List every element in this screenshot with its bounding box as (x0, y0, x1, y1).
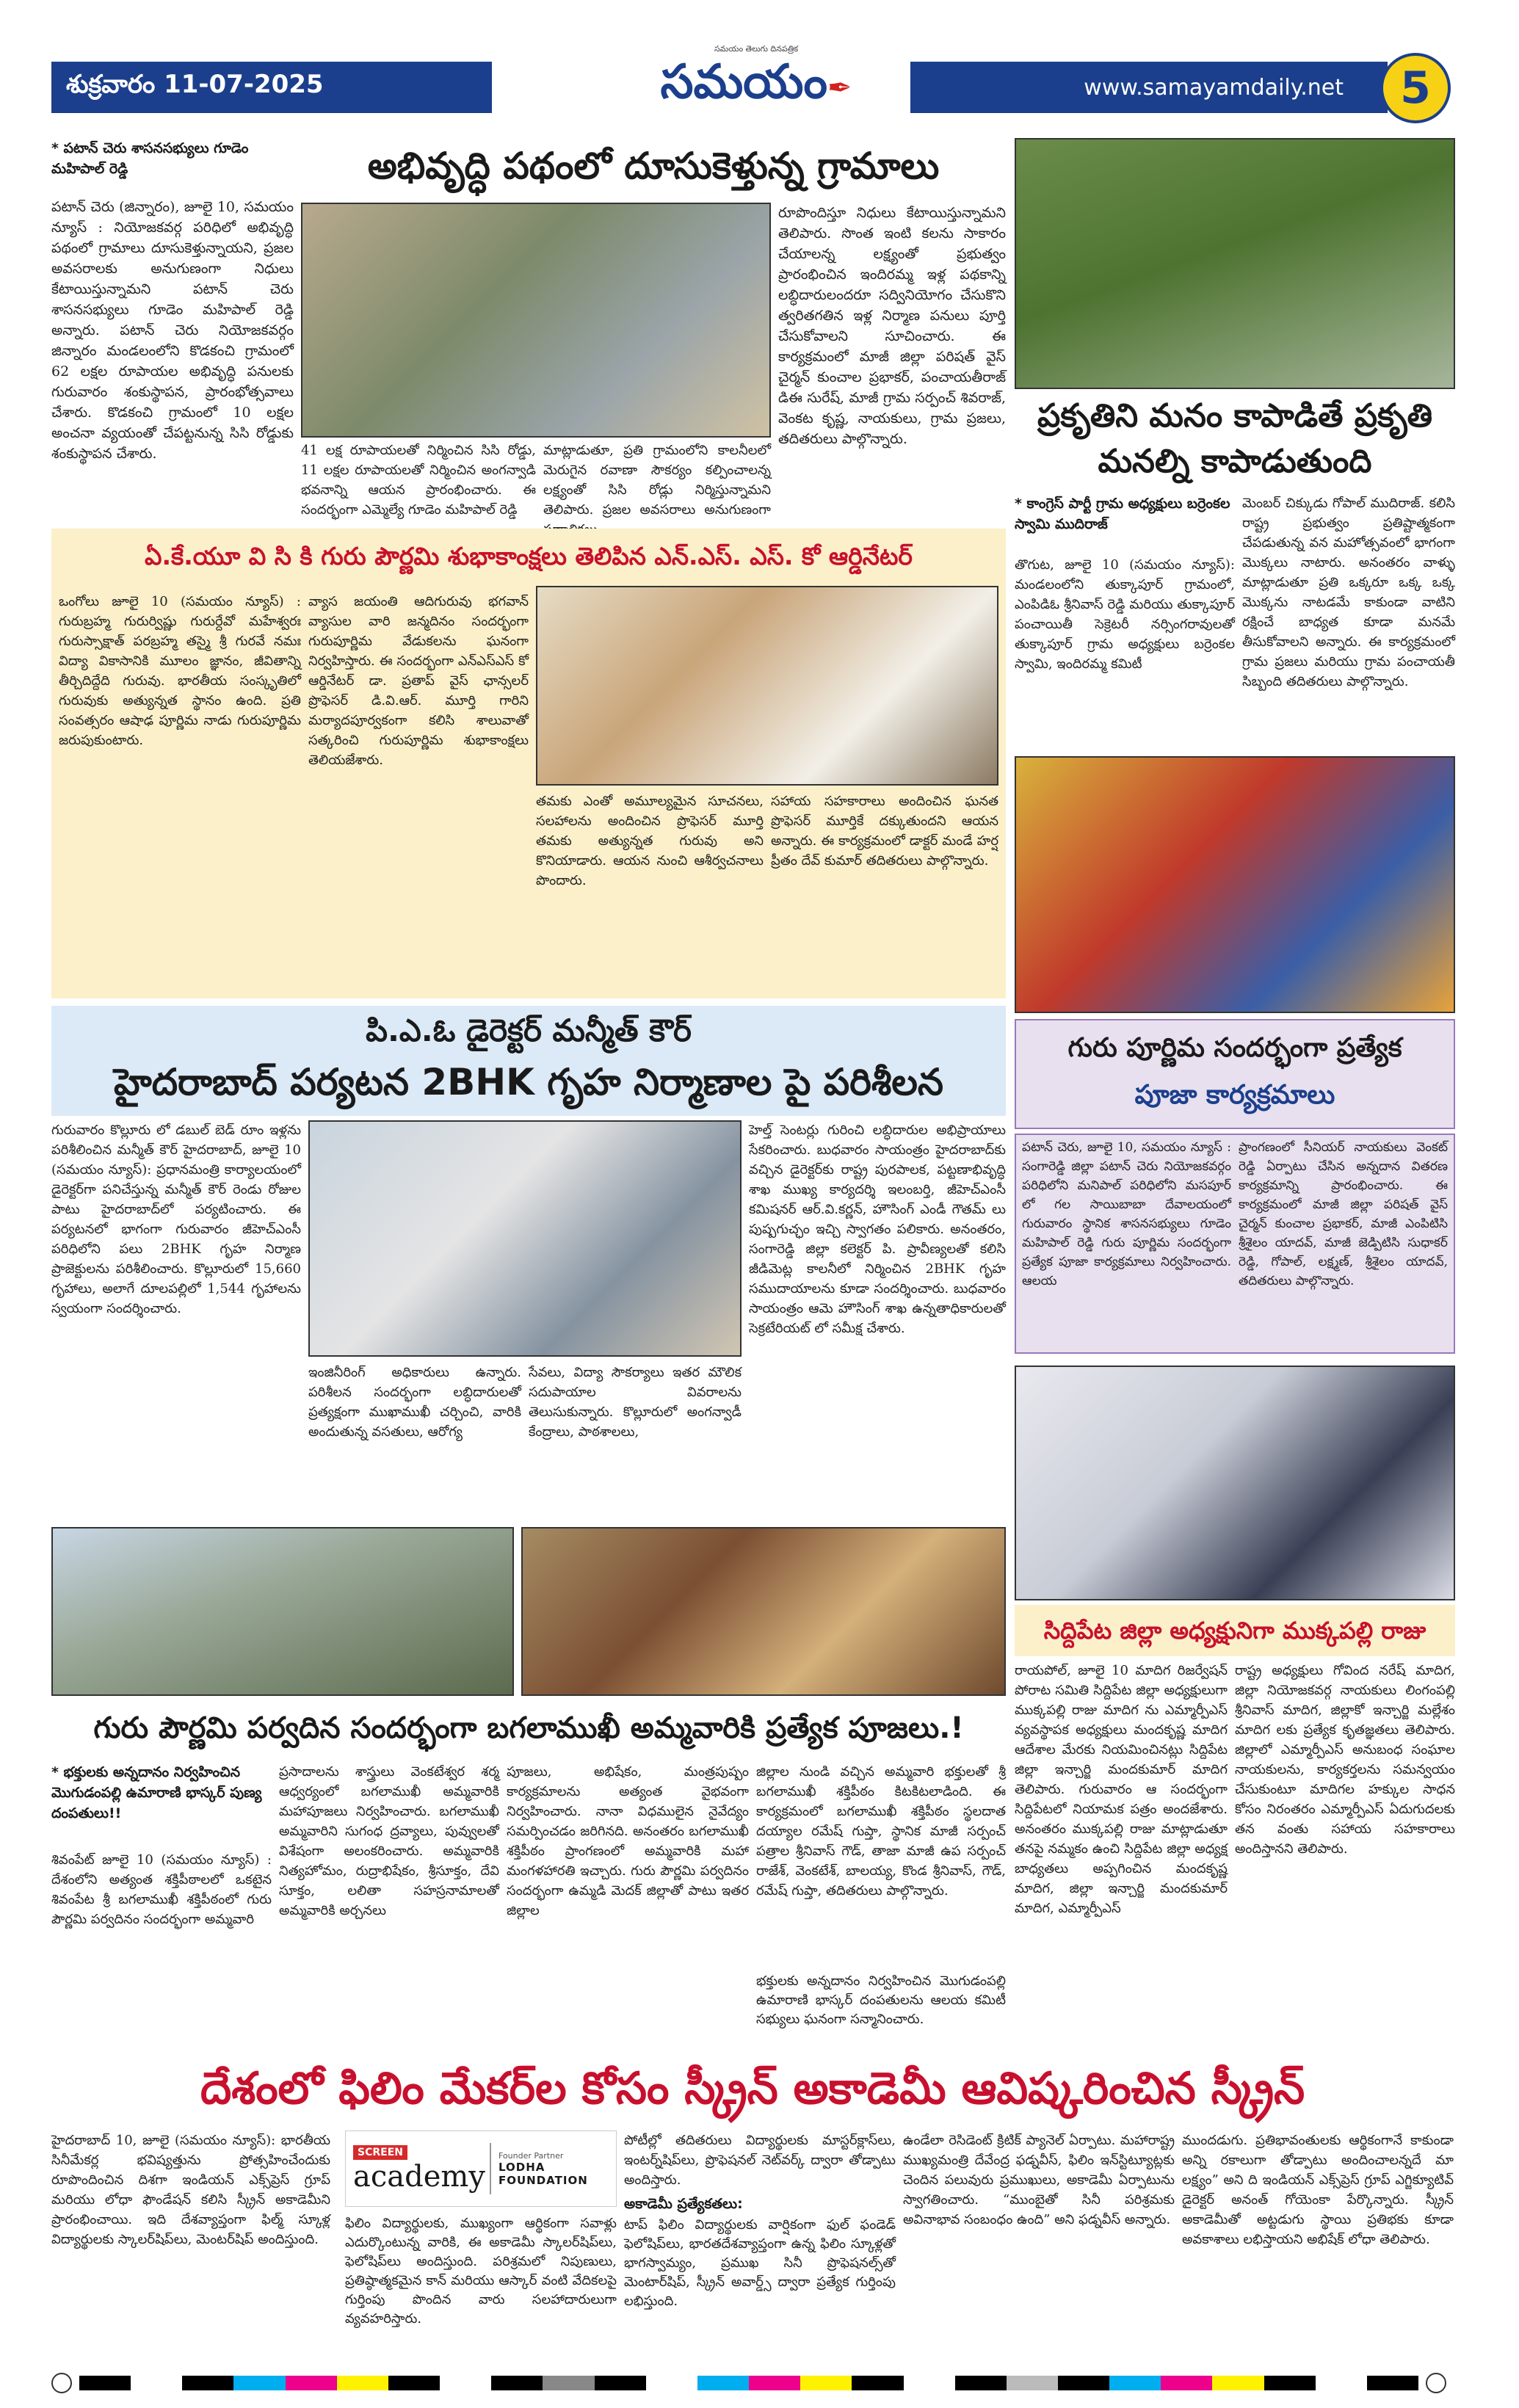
story8-body-c3-subhead: అకాడెమీ ప్రత్యేకతలు: (624, 2196, 743, 2212)
story7-headline: గురు పౌర్ణమి పర్వదిన సందర్భంగా బగలాముఖీ అమ్మవారికి ప్రత్యేక పూజలు.! (93, 1711, 964, 1745)
logo-academy-wordmark: academy (353, 2159, 485, 2194)
story4-body-left: గురువారం కొల్లూరు లో డబుల్ బెడ్ రూం ఇళ్లను పరిశీలించిన మన్మీత్ కౌర్ హైదరాబాద్, జూలై 10 (సమయం న్యూస్): ప్రధానమంత్రి కార్యాలయంలో డైరెక్టర్‌గా పనిచేస్తున్న మన్మీత్ కౌర్ రెండు రోజుల పాటు హైదరాబాద్‌లో పర్యటించారు. ఈ పర్యటనలో భాగంగా గురువారం జీహెచ్ఎంసీ పరిధిలోని పలు 2BHK గృహ నిర్మాణ ప్రాజెక్టులను పరిశీలించారు. కొల్లూరులో 15,660 గృహాలు, అలాగే దూలపల్లిలో 1,544 గృహాలను స్వయంగా సందర్శించారు. (51, 1123, 301, 1316)
story3-body-bottom1: తమకు ఎంతో అమూల్యమైన సూచనలు, సలహాలను అందించిన ప్రొఫెసర్ మూర్తి తమకు అత్యున్నత గురువు అని కొనియాడారు. ఆయన నుంచి ఆశీర్వచనాలు పొందారు. (536, 794, 764, 888)
story8-body-c3: టాప్ ఫిలిం విద్యార్థులకు వార్షికంగా ఫుల్ ఫండెడ్ ఫెలోషిప్‌లు, భారతదేశవ్యాప్తంగా ఉన్న ఫిలిం స్కూళ్లతో భాగస్వామ్యం, ప్రముఖ సినీ ప్రొఫెషనల్స్‌తో మెంటార్‌షిప్, స్క్రీన్ అవార్డ్స్ ద్వారా ప్రత్యేక గుర్తింపు లభిస్తుంది. (624, 2217, 896, 2309)
story4-body-mid: ఇంజినీరింగ్ అధికారులు ఉన్నారు. పరిశీలన సందర్భంగా లబ్ధిదారులతో ప్రత్యక్షంగా ముఖాముఖీ చర్చించి, వారికి అందుతున్న వసతులు, ఆరోగ్య (308, 1365, 521, 1440)
logo-wordmark: సమయం (660, 55, 827, 109)
story5-subhead: పూజా కార్యక్రమాలు (1134, 1080, 1335, 1110)
story6-body-left: రాయపోల్, జూలై 10 మాదిగ రిజర్వేషన్ పోరాట సమితి సిద్దిపేట జిల్లా అధ్యక్షులుగా ముక్కపల్లి రాజు మాదిగ ను ఎమ్మార్పీఎస్ వ్యవస్థాపక అధ్యక్షులు మందకృష్ణ మాదిగ ఆదేశాల మేరకు నియమించినట్లు సిద్దిపేట జిల్లా ఇన్చార్జి మందకుమార్ మాదిగ తెలిపారు. గురువారం ఆ సందర్భంగా సిద్దిపేటలో నియామక పత్రం అందజేశారు. అనంతరం ముక్కపల్లి రాజు మాట్లాడుతూ తనపై నమ్మకం ఉంచి సిద్దిపేట జిల్లా అధ్యక్ష బాధ్యతలు అప్పగించిన మందకృష్ణ మాదిగ, జిల్లా ఇన్చార్జి మందకుమార్ మాదిగ, ఎమ్మార్పీఎస్ (1015, 1663, 1228, 1916)
logo-lodha-foundation: LODHA FOUNDATION (499, 2160, 588, 2187)
story2-body-right: మెంబర్ చిక్కుడు గోపాల్ ముదిరాజ్. కలిసి రాష్ట్ర ప్రభుత్వం ప్రతిష్టాత్మకంగా చేపడుతున్న వన మహోత్సవంలో భాగంగా మొక్కలు నాటారు. అనంతరం వాళ్ళు మాట్లాడుతూ ప్రతి ఒక్కరూ ఒక్క ఒక్క మొక్కను నాటడమే కాకుండా వాటిని రక్షించే బాధ్యత కూడా మనమే తీసుకోవాలని అన్నారు. ఈ కార్యక్రమంలో గ్రామ ప్రజలు మరియు గ్రామ పంచాయతీ సిబ్బంది తదితరులు పాల్గొన్నారు. (1242, 496, 1455, 689)
pen-nib-icon: ✒ (827, 71, 852, 105)
story4-photo-model-inspection (308, 1120, 742, 1357)
logo-tagline: సమయం తెలుగు దినపత్రిక (714, 44, 799, 54)
story7-body-c3: పూజలు, అభిషేకం, మంత్రపుష్పం కార్యక్రమాలను అత్యంత వైభవంగా నిర్వహించారు. నానా విధములైన నైవేద్యం సమర్పించడం జరిగినది. అనంతరం బగలాముఖీ శక్తిపీఠం ప్రాంగణంలో అమ్మవారికి మహా మంగళహారతి ఇచ్చారు. గురు పౌర్ణమి పర్వదినం సందర్భంగా ఉమ్మడి మెదక్ జిల్లాతో పాటు ఇతర జిల్లాల (507, 1764, 749, 1918)
color-calibration-bar (79, 2376, 1418, 2390)
logo-screen-tag: SCREEN (353, 2145, 407, 2160)
story8-body-c4: ఉండేలా రెసిడెంట్ క్రిటిక్ ప్యానెల్ ఏర్పాటు. మహారాష్ట్ర ముఖ్యమంత్రి దేవేంద్ర ఫడ్నవీస్, ఫిలిం ఇన్‌స్టిట్యూట్లకు చెందిన పలువురు ప్రముఖులు, అకాడెమీ ఏర్పాటును స్వాగతించారు. “ముంబైతో సినీ పరిశ్రమకు అవినాభావ సంబంధం ఉంది” అని ఫడ్నవీస్ అన్నారు. (903, 2133, 1175, 2227)
story1-body-right: రూపొందిస్తూ నిధులు కేటాయిస్తున్నామని తెలిపారు. సొంత ఇంటి కలను సాకారం చేయాలన్న లక్ష్యంతో ప్రభుత్వం ప్రారంభించిన ఇందిరమ్మ ఇళ్ల పథకాన్ని లబ్ధిదారులందరూ సద్వినియోగం చేసుకొని త్వరితగతిన ఇళ్ల నిర్మాణ పనులు పూర్తి చేసుకోవాలని సూచించారు. ఈ కార్యక్రమంలో మాజీ జిల్లా పరిషత్ వైస్ చైర్మన్ కుంచాల ప్రభాకర్, పంచాయతీరాజ్ డిఈ సురేష్, మాజీ గ్రామ సర్పంచ్ శివరాజ్, వెంకట కృష్ణ, నాయకులు, గ్రామ ప్రజలు, తదితరులు పాల్గొన్నారు. (778, 205, 1006, 447)
story6-photo-appointment (1015, 1366, 1455, 1600)
newspaper-logo (631, 44, 881, 125)
story2-headline-box (1015, 394, 1455, 489)
story4-body-mid2: సేవలు, విద్యా సౌకర్యాలు ఇతర మౌలిక సదుపాయాల వివరాలను తెలుసుకున్నారు. కొల్లూరులో అంగన్వాడీ కేంద్రాలు, పాఠశాలలు, (529, 1365, 742, 1440)
story3-body-mid: వ్యాస జయంతి ఆదిగురువు భగవాన్ వ్యాసుల వారి జన్మదినం సందర్భంగా గురుపూర్ణిమ వేడుకలను ఘనంగా నిర్వహిస్తారు. ఈ సందర్భంగా ఎన్ఎస్ఎస్ కో ఆర్డినేటర్ డా. ప్రతాప్ వైస్ ఛాన్సలర్ ప్రొఫెసర్ డి.వి.ఆర్. మూర్తి గారిని మర్యాదపూర్వకంగా కలిసి శాలువాతో సత్కరించి గురుపూర్ణిమ శుభాకాంక్షలు తెలియజేశారు. (308, 594, 529, 768)
screen-academy-logo (345, 2130, 617, 2207)
story4-headline-line1: పి.ఎ.ఓ డైరెక్టర్ మన్మీత్ కౌర్ (366, 1012, 692, 1048)
story8-headline: దేశంలో ఫిలిం మేకర్‌ల కోసం స్క్రీన్ అకాడెమీ ఆవిష్కరించిన స్క్రీన్ (200, 2063, 1305, 2114)
story5-photo-temple (1015, 756, 1455, 1013)
logo-partner-label: Founder Partner (499, 2150, 564, 2161)
registration-mark-icon (51, 2373, 72, 2393)
story1-byline: * పటాన్ చెరు శాసనసభ్యులు గూడెం మహిపాల్ రెడ్డి (51, 140, 249, 177)
story7-body-c5: భక్తులకు అన్నదానం నిర్వహించిన మొగుడంపల్లి ఉమారాణి భాస్కర్ దంపతులను ఆలయ కమిటీ సభ్యులు ఘనంగా సన్మానించారు. (756, 1973, 1006, 2027)
story3-body-left: ఒంగోలు జూలై 10 (సమయం న్యూస్) : గురుబ్రహ్మ గురుర్విష్ణు గురుర్దేవో మహేశ్వరః గురుస్సాక్షాత్ పరబ్రహ్మ తస్మై శ్రీ గురవే నమః విద్యా వికాసానికి మూలం జ్ఞానం, జీవితాన్ని తీర్చిదిద్దేది గురువు. భారతీయ సంస్కృతిలో గురువుకు అత్యున్నత స్థానం ఉంది. ప్రతి సంవత్సరం ఆషాఢ పూర్ణిమ నాడు గురుపూర్ణిమ జరుపుకుంటారు. (59, 594, 301, 748)
story2-body-left: తొగుట, జూలై 10 (సమయం న్యూస్): మండలంలోని తుక్కాపూర్ గ్రామంలో, ఎంపిడిఓ శ్రీనివాస్ రెడ్డి మరియు తుక్కాపూర్ పంచాయితీ సెక్రెటరీ నర్సింగరావులతో తుక్కాపూర్ గ్రామ అధ్యక్షులు బర్రెంకల స్వామి, ఇందిరమ్మ కమిటీ (1015, 557, 1235, 672)
story7-body-left: శివంపేట్ జూలై 10 (సమయం న్యూస్) : దేశంలోని అత్యంత శక్తిపీఠాలలో ఒకటైన శివంపేట శ్రీ బగలాముఖీ శక్తిపీఠంలో గురు పౌర్ణమి పర్వదినం సందర్భంగా అమ్మవారి (51, 1852, 272, 1927)
story3-headline: ఏ.కే.యూ వి సి కి గురు పౌర్ణమి శుభాకాంక్షలు తెలిపిన ఎన్.ఎస్. ఎస్. కో ఆర్డినేటర్ (145, 542, 913, 570)
story8-body-c3-top: పోటీల్లో తదితరులు విద్యార్థులకు మాస్టర్‌క్లాస్‌లు, ఇంటర్న్‌షిప్‌లు, ప్రొఫెషనల్ నెట్‌వర్క్ ద్వారా తోడ్పాటు అందిస్తారు. (624, 2133, 896, 2188)
story1-body-mid1: 41 లక్ష రూపాయలతో నిర్మించిన సిసి రోడ్డు, 11 లక్షల రూపాయలతో నిర్మించిన అంగన్వాడి భవనాన్ని ఆయన ప్రారంభించారు. ఈ సందర్భంగా ఎమ్మెల్యే గూడెం మహిపాల్ రెడ్డి (301, 443, 536, 518)
story2-headline-line2: మనల్ని కాపాడుతుంది (1098, 443, 1372, 480)
story8-body-c1: హైదరాబాద్ 10, జూలై (సమయం న్యూస్): భారతీయ సినీమేకర్ల భవిష్యత్తును ప్రోత్సహించేందుకు రూపొందించిన దిశగా ఇండియన్ ఎక్స్‌ప్రెస్ గ్రూప్ మరియు లోధా ఫౌండేషన్ కలిసి స్క్రీన్ అకాడెమీని ప్రారంభించాయి. ఇది దేశవ్యాప్తంగా ఫిల్మ్ స్కూళ్ల విద్యార్థులకు స్కాలర్‌షిప్‌లు, మెంటర్‌షిప్ అందిస్తుంది. (51, 2133, 330, 2247)
story6-body-right: రాష్ట్ర అధ్యక్షులు గోవింద నరేష్ మాదిగ, జిల్లా నియోజకవర్గ నాయకులు లింగంపల్లి శ్రీనివాస్ మాదిగ, జిల్లాకో ఇన్చార్జి మల్లేశం మాదిగ లకు ప్రత్యేక కృతజ్ఞతలు తెలిపారు. జిల్లాలో ఎమ్మార్పీఎస్ అనుబంధ సంఘాల నాయకులను, కార్యకర్తలను సమన్వయం చేసుకుంటూ మాదిగల హక్కుల సాధన కోసం నిరంతరం ఎమ్మార్పీఎస్ ఏదుగుదలకు తన వంతు సహాయ సహకారాలు అందిస్తానని తెలిపారు. (1235, 1663, 1455, 1857)
issue-date: శుక్రవారం 11-07-2025 (51, 62, 492, 113)
story1-photo-foundation-stone (301, 203, 771, 438)
story2-photo-planting (1015, 138, 1455, 389)
story7-body-c4: జిల్లాల నుండి వచ్చిన అమ్మవారి భక్తులతో శ్రీ బగలాముఖీ శక్తిపీఠం కిటకిటలాడింది. ఈ కార్యక్రమంలో బగలాముఖీ శక్తిపీఠం స్థలదాత దయ్యాల రమేష్ గుప్తా, స్థానిక మాజీ సర్పంచ్ పత్రాల శ్రీనివాస్ గౌడ్, తాజా మాజీ ఉప సర్పంచ్ రాజేశ్, వెంకటేశ్, బాలయ్య, కొండ శ్రీనివాస్, గౌడ్, రమేష్ గుప్తా, తదితరులు పాల్గొన్నారు. (756, 1764, 1006, 1899)
logo-divider (490, 2143, 491, 2194)
story5-body-left: పటాన్ చెరు, జూలై 10, సమయం న్యూస్ : సంగారెడ్డి జిల్లా పటాన్ చెరు నియోజకవర్గం పరిధిలోని మనిపాల్ పరిధిలోని మసపూర్ లో గల సాయిబాబా దేవాలయంలో గురువారం స్థానిక శాసనసభ్యులు గూడెం మహిపాల్ రెడ్డి గురు పూర్ణిమ సందర్భంగా ప్రత్యేక పూజా కార్యక్రమాలు నిర్వహించారు. ఆలయ (1022, 1140, 1231, 1288)
story3-photo-felicitation (536, 586, 998, 786)
story5-headline: గురు పూర్ణిమ సందర్భంగా ప్రత్యేక (1067, 1033, 1402, 1063)
story7-photo-temple-crowd (521, 1527, 1006, 1696)
story4-headline-line2: హైదరాబాద్ పర్యటన 2BHK గృహ నిర్మాణాల పై పరిశీలన (114, 1061, 943, 1103)
registration-mark-icon (1426, 2373, 1446, 2393)
story1-body-mid2: మాట్లాడుతూ, ప్రతి గ్రామంలోని కాలనీలలో మెరుగైన రవాణా సౌకర్యం కల్పించాలన్న లక్ష్యంతో సిసి రోడ్లు నిర్మిస్తున్నామని తెలిపారు. ప్రజల అవసరాలు అనుగుణంగా (543, 443, 771, 518)
story1-byline-box (51, 138, 294, 189)
story1-headline: అభివృద్ధి పథంలో దూసుకెళ్తున్న గ్రామాలు (367, 145, 940, 187)
story8-body-c2: ఫిలిం విద్యార్థులకు, ముఖ్యంగా ఆర్థికంగా సవాళ్లు ఎదుర్కొంటున్న వారికి, ఈ అకాడెమీ స్కాలర్‌షిప్‌లు, ఫెలోషిప్‌లు అందిస్తుంది. పరిశ్రమలో నిపుణులు, ప్రతిష్ఠాత్మకమైన కాన్ మరియు ఆస్కార్ వంటి వేదికలపై గుర్తింపు పొందిన వారు సలహాదారులుగా వ్యవహరిస్తారు. (345, 2216, 617, 2327)
story4-body-right: హెల్త్ సెంటర్లు గురించి లబ్ధిదారుల అభిప్రాయాలు సేకరించారు. బుధవారం సాయంత్రం హైదరాబాద్‌కు వచ్చిన డైరెక్టర్‌కు రాష్ట్ర పురపాలక, పట్టణాభివృద్ధి శాఖ ముఖ్య కార్యదర్శి ఇలంబర్తి, జీహెచ్ఎంసీ కమిషనర్ ఆర్.వి.కర్ణన్, హౌసింగ్ ఎండీ గౌతమ్ లు పుష్పగుచ్ఛం ఇచ్చి స్వాగతం పలికారు. అనంతరం, సంగారెడ్డి జిల్లా కలెక్టర్ పి. ప్రావీణ్యలతో కలిసి జీడిమెట్ల కాలనీలో నిర్మించిన 2BHK గృహ సముదాయాలను కూడా సందర్శించారు. బుధవారం సాయంత్రం ఆమె హౌసింగ్ శాఖ ఉన్నతాధికారులతో సెక్రటేరియట్ లో సమీక్ష చేశారు. (749, 1123, 1006, 1336)
story3-body-bottom2: సహాయ సహకారాలు అందించిన ఘనత ప్రొఫెసర్ మూర్తికే దక్కుతుందని ఆయన అన్నారు. ఈ కార్యక్రమంలో డాక్టర్ మండే హర్ష ప్రీతం దేవ్ కుమార్ తదితరులు పాల్గొన్నారు. (771, 794, 998, 868)
story5-body-right: ప్రాంగణంలో సీనియర్ నాయకులు వెంకట్ రెడ్డి ఏర్పాటు చేసిన అన్నదాన వితరణ కార్యక్రమాన్ని ప్రారంభించారు. ఈ కార్యక్రమంలో మాజీ జిల్లా పరిషత్ వైస్ చైర్మన్ కుంచాల ప్రభాకర్, మాజీ ఎంపిటిసి శ్రీశైలం యాదవ్, మాజీ జెడ్పిటిసి సుధాకర్ రెడ్డి, గోపాల్, లక్ష్మణ్, శ్రీశైలం యాదవ్, తదితరులు పాల్గొన్నారు. (1239, 1140, 1448, 1288)
print-registration-strip (51, 2373, 1446, 2393)
page-number-badge: 5 (1380, 53, 1451, 123)
story2-byline: * కాంగ్రెస్ పార్టీ గ్రామ అధ్యక్షులు బర్రెంకల స్వామి ముదిరాజ్ (1015, 496, 1230, 532)
story1-body-left: పటాన్ చెరు (జిన్నారం), జూలై 10, సమయం న్యూస్ : నియోజకవర్గ పరిధిలో అభివృద్ధి పథంలో గ్రామాలు దూసుకెళ్తున్నాయని, ప్రజల అవసరాలకు అనుగుణంగా నిధులు కేటాయిస్తున్నామని పటాన్ చెరు శాసనసభ్యులు గూడెం మహిపాల్ రెడ్డి అన్నారు. పటాన్ చెరు నియోజకవర్గం జిన్నారం మండలంలోని కొడకంచి గ్రామంలో 62 లక్షల రూపాయల అభివృద్ధి పనులకు గురువారం శంకుస్థాపన, ప్రారంభోత్సవాలు చేశారు. కొడకంచి గ్రామంలో 10 లక్షల అంచనా వ్యయంతో చేపట్టనున్న సిసి రోడ్డుకు శంకుస్థాపన చేశారు. (51, 199, 294, 462)
story6-headline: సిద్దిపేట జిల్లా అధ్యక్షునిగా ముక్కపల్లి రాజు (1043, 1617, 1426, 1644)
story7-byline: * భక్తులకు అన్నదానం నిర్వహించిన మొగుడంపల్లి ఉమారాణి భాస్కర్ పుణ్య దంపతులు!! (51, 1764, 262, 1821)
story7-photo-annadanam (51, 1527, 514, 1696)
story7-body-c2: ప్రసాదాలను శాస్త్రులు వెంకటేశ్వర శర్మ ఆధ్వర్యంలో బగలాముఖీ అమ్మవారికి మహాపూజలు నిర్వహించారు. బగలాముఖీ అమ్మవారిని సుగంధ ద్రవ్యాలు, పువ్వులతో విశేషంగా అలంకరించారు. అమ్మవారికి నిత్యహోమం, రుద్రాభిషేకం, శ్రీసూక్తం, దేవి సూక్తం, లలితా సహస్రనామాలతో అమ్మవారికి అర్చనలు (279, 1764, 499, 1918)
website-url[interactable]: www.samayamdaily.net (910, 62, 1388, 113)
story8-body-c5: ముందడుగు. ప్రతిభావంతులకు ఆర్థికంగానే కాకుండా అన్ని రకాలుగా తోడ్పాటు అందించాలన్నదే మా లక్ష్యం” అని ది ఇండియన్ ఎక్స్‌ప్రెస్ గ్రూప్ ఎగ్జిక్యూటివ్ డైరెక్టర్ అనంత్ గోయెంకా పేర్కొన్నారు. స్క్రీన్ అకాడెమీతో అట్టడుగు స్థాయి ప్రతిభకు కూడా అవకాశాలు లభిస్తాయని అభిషేక్ లోధా తెలిపారు. (1182, 2133, 1454, 2247)
story2-headline-line1: ప్రకృతిని మనం కాపాడితే ప్రకృతి (1037, 397, 1433, 435)
